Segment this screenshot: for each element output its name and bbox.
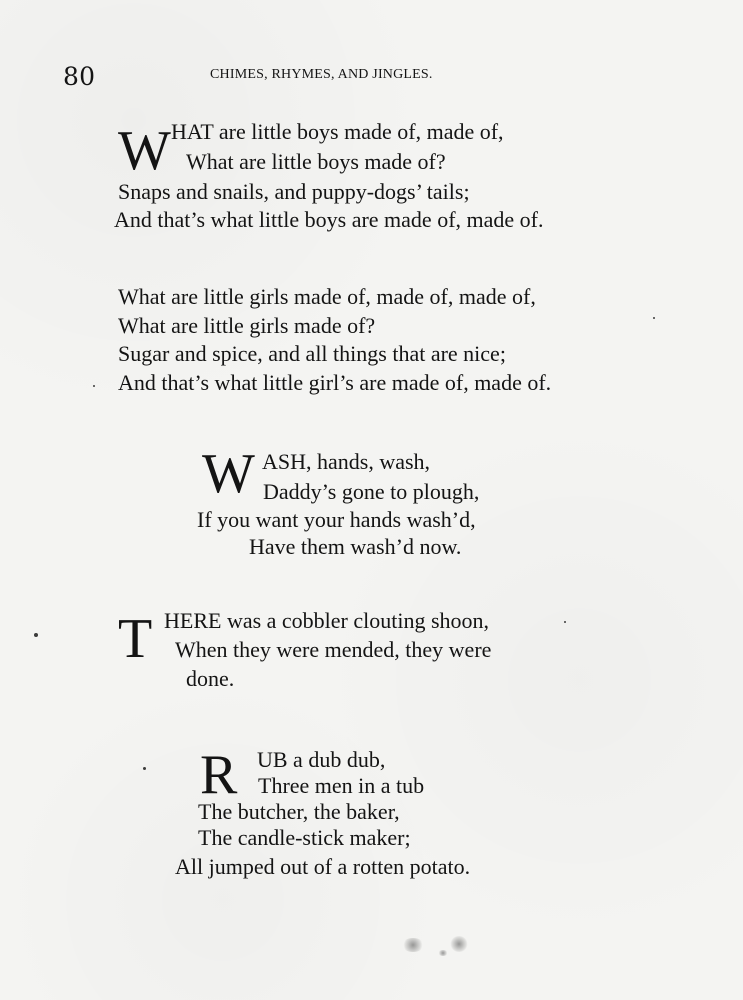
poem-cobbler-line-1: HERE was a cobbler clouting shoon,	[164, 608, 490, 633]
poem-rub-line-2: Three men in a tub	[258, 773, 425, 798]
page-number: 80	[63, 62, 96, 91]
poem-girls-line-2: What are little girls made of?	[118, 313, 376, 338]
poem-girls-line-1: What are little girls made of, made of, made of,	[118, 284, 536, 309]
poem-rub-line-1: UB a dub dub,	[257, 747, 386, 772]
print-speck	[93, 385, 95, 387]
poem-rub-line-5: All jumped out of a rotten potato.	[175, 854, 471, 879]
dropcap-rub: R	[200, 744, 238, 806]
poem-cobbler-line-3: done.	[186, 666, 235, 691]
dropcap-wash: W	[202, 443, 255, 505]
poem-boys-line-4: And that’s what little boys are made of, made of.	[114, 207, 544, 232]
poem-boys-line-2: What are little boys made of?	[186, 149, 446, 174]
print-speck	[653, 317, 655, 319]
dropcap-cobbler: T	[118, 608, 153, 670]
poem-rub-line-3: The butcher, the baker,	[198, 799, 400, 824]
poem-wash-line-4: Have them wash’d now.	[249, 534, 462, 559]
print-speck	[34, 633, 38, 637]
ink-smudge	[450, 936, 468, 952]
poem-cobbler-line-2: When they were mended, they were	[175, 637, 492, 662]
poem-girls-line-3: Sugar and spice, and all things that are nice;	[118, 341, 506, 366]
ink-smudge	[438, 950, 448, 956]
running-header: CHIMES, RHYMES, AND JINGLES.	[210, 67, 433, 82]
poem-rub-line-4: The candle-stick maker;	[198, 825, 411, 850]
print-speck	[564, 621, 566, 623]
poem-wash-line-1: ASH, hands, wash,	[262, 449, 431, 474]
ink-smudge	[402, 938, 424, 952]
poem-wash-line-3: If you want your hands wash’d,	[197, 507, 476, 532]
poem-boys-line-1: HAT are little boys made of, made of,	[171, 119, 504, 144]
poem-wash-line-2: Daddy’s gone to plough,	[263, 479, 480, 504]
print-speck	[143, 767, 146, 770]
dropcap-boys: W	[118, 120, 171, 182]
poem-boys-line-3: Snaps and snails, and puppy-dogs’ tails;	[118, 179, 470, 204]
poem-girls-line-4: And that’s what little girl’s are made of, made of.	[118, 370, 552, 395]
